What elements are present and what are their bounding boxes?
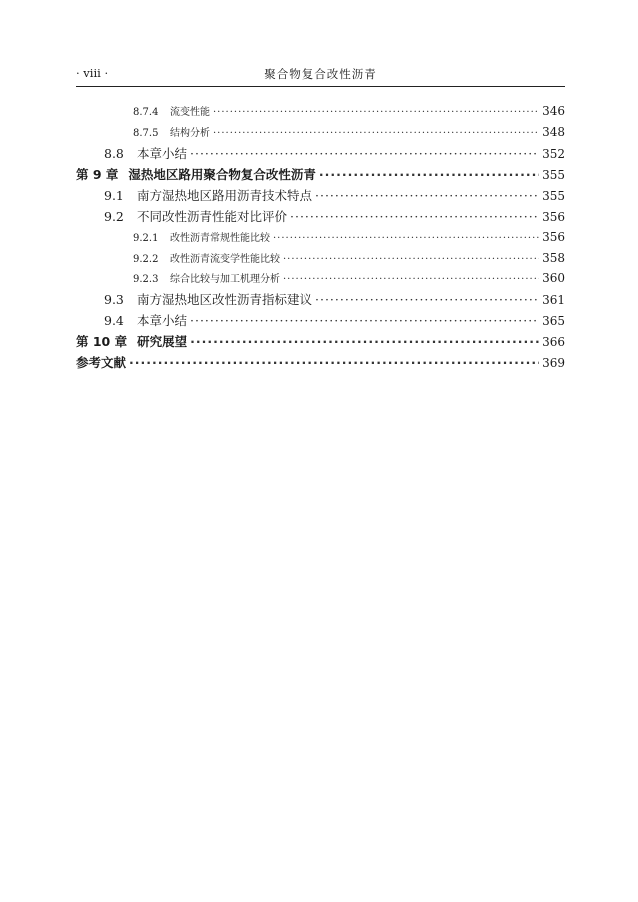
toc-entry-page: 366 [542, 335, 565, 349]
toc-leader-dots [190, 313, 539, 328]
toc-entry-number: 9.2.3 [133, 274, 159, 285]
toc-entry[interactable] [104, 186, 565, 204]
toc-entry-number: 9.2.1 [133, 233, 159, 244]
toc-entry-page: 356 [542, 210, 565, 224]
toc-entry-title: 综合比较与加工机理分析 [170, 274, 280, 285]
toc-leader-dots [190, 146, 539, 161]
toc-entry-page: 365 [542, 314, 565, 328]
toc-entry-page: 358 [542, 251, 565, 265]
toc-entry-title: 南方湿热地区改性沥青指标建议 [137, 292, 313, 307]
toc-entry-title: 改性沥青流变学性能比较 [170, 254, 280, 265]
toc-leader-dots [283, 254, 539, 265]
toc-entry-number: 9.2.2 [133, 254, 159, 265]
toc-entry-title: 南方湿热地区路用沥青技术特点 [137, 188, 313, 203]
toc-entry-page: 352 [542, 147, 565, 161]
toc-leader-dots [315, 188, 539, 203]
toc-entry-title: 本章小结 [137, 146, 188, 161]
toc-entry-number: 9.1 [104, 188, 124, 203]
toc-entry-page: 369 [542, 356, 565, 370]
toc-leader-dots [129, 355, 539, 370]
toc-entry-page: 348 [542, 125, 565, 139]
toc-entry-title: 结构分析 [170, 128, 210, 139]
toc-entry-title: 参考文献 [76, 355, 127, 370]
toc-entry-title: 湿热地区路用聚合物复合改性沥青 [128, 167, 316, 182]
toc-leader-dots [290, 209, 539, 224]
toc-leader-dots [283, 274, 539, 285]
toc-entry[interactable] [104, 290, 565, 308]
toc-entry[interactable] [133, 124, 565, 139]
toc-entry-title: 本章小结 [137, 313, 188, 328]
toc-entry-number: 9.4 [104, 313, 124, 328]
toc-entry[interactable] [133, 229, 565, 244]
toc-entry-number: 第 10 章 [76, 334, 128, 349]
toc-leader-dots [190, 334, 539, 349]
toc-leader-dots [213, 107, 539, 118]
toc-entry-number: 第 9 章 [76, 167, 119, 182]
toc-chapter-entry[interactable] [76, 332, 565, 350]
toc-entry[interactable] [104, 311, 565, 329]
toc-entry-page: 346 [542, 104, 565, 118]
toc-chapter-entry[interactable] [76, 165, 565, 183]
toc-entry-number: 8.7.4 [133, 107, 159, 118]
toc-entry-number: 8.8 [104, 146, 124, 161]
toc-entry-title: 不同改性沥青性能对比评价 [137, 209, 288, 224]
toc-chapter-entry[interactable] [76, 353, 565, 371]
page-marker: · viii · [76, 66, 109, 80]
toc-entry-title: 研究展望 [137, 334, 188, 349]
toc-entry-title: 流变性能 [170, 107, 210, 118]
toc-leader-dots [213, 128, 539, 139]
toc-entry-page: 355 [542, 189, 565, 203]
toc-entry[interactable] [133, 103, 565, 118]
toc-entry-page: 356 [542, 230, 565, 244]
toc-leader-dots [273, 233, 539, 244]
toc-entry[interactable] [104, 207, 565, 225]
running-header [76, 64, 565, 82]
header-rule [76, 86, 565, 87]
book-title: 聚合物复合改性沥青 [264, 67, 377, 81]
toc-entry[interactable] [104, 144, 565, 162]
toc-entry-number: 9.3 [104, 292, 124, 307]
toc-entry-page: 360 [542, 271, 565, 285]
toc-entry-number: 8.7.5 [133, 128, 159, 139]
toc-entry[interactable] [133, 250, 565, 265]
toc-entry-page: 355 [542, 168, 565, 182]
toc-entry-number: 9.2 [104, 209, 124, 224]
toc-entry-title: 改性沥青常规性能比较 [170, 233, 270, 244]
toc-leader-dots [315, 292, 539, 307]
toc-entry[interactable] [133, 270, 565, 285]
toc-entry-page: 361 [542, 293, 565, 307]
toc-leader-dots [319, 167, 539, 182]
